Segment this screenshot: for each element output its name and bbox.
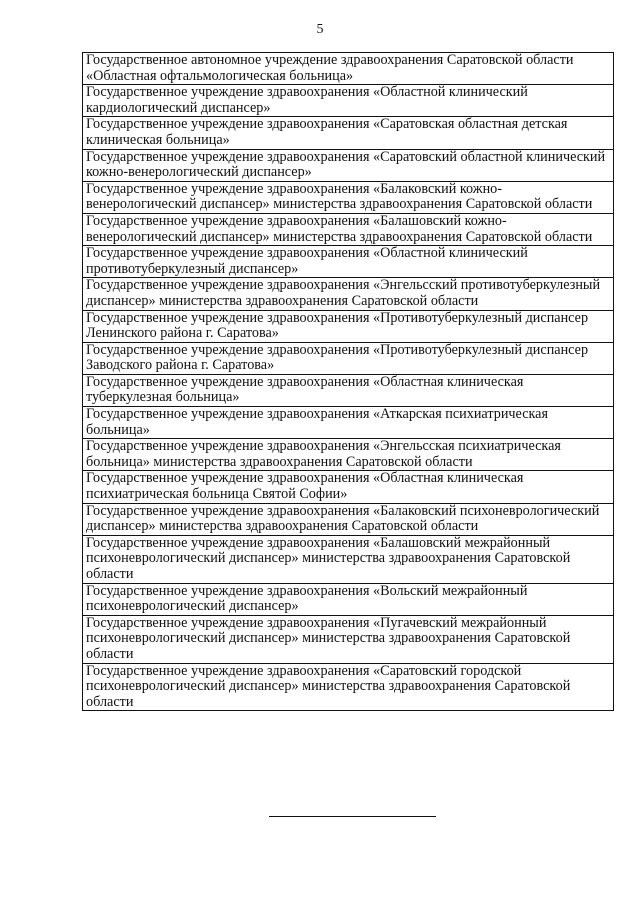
table-row [83,374,614,406]
institution-cell: Государственное учреждение здравоохранения «Областной клинический противотуберкулезный диспансер» [83,246,614,278]
table-row [83,117,614,149]
table-row [83,53,614,85]
institution-cell: Государственное учреждение здравоохранения «Противотуберкулезный диспансер Ленинского района г. Саратова» [83,310,614,342]
table-row [83,439,614,471]
table-row [83,583,614,615]
table-row [83,535,614,583]
table-row [83,310,614,342]
institution-cell: Государственное учреждение здравоохранения «Саратовский городской психоневрологический диспансер» министерства здравоохранения Саратовской области [83,663,614,711]
institution-cell: Государственное учреждение здравоохранения «Саратовский областной клинический кожно-венерологический диспансер» [83,149,614,181]
table-row [83,615,614,663]
institution-cell: Государственное учреждение здравоохранения «Областной клинический кардиологический диспансер» [83,85,614,117]
institution-cell: Государственное учреждение здравоохранения «Балаковский психоневрологический диспансер» министерства здравоохранения Саратовской области [83,503,614,535]
table-row [83,342,614,374]
institution-cell: Государственное учреждение здравоохранения «Энгельсский противотуберкулезный диспансер» министерства здравоохранения Саратовской области [83,278,614,310]
institution-cell: Государственное учреждение здравоохранения «Областная клиническая туберкулезная больница» [83,374,614,406]
institution-cell: Государственное учреждение здравоохранения «Саратовская областная детская клиническая больница» [83,117,614,149]
table-row [83,246,614,278]
table-row [83,503,614,535]
institution-cell: Государственное учреждение здравоохранения «Балашовский межрайонный психоневрологический диспансер» министерства здравоохранения Саратовской области [83,535,614,583]
institution-cell: Государственное учреждение здравоохранения «Балашовский кожно-венерологический диспансер» министерства здравоохранения Саратовской области [83,213,614,245]
closing-divider-line [269,816,436,817]
institution-cell: Государственное учреждение здравоохранения «Вольский межрайонный психоневрологический диспансер» [83,583,614,615]
institutions-table [82,52,614,711]
institution-cell: Государственное учреждение здравоохранения «Противотуберкулезный диспансер Заводского района г. Саратова» [83,342,614,374]
table-row [83,278,614,310]
table-row [83,213,614,245]
table-row [83,663,614,711]
institution-cell: Государственное учреждение здравоохранения «Пугачевский межрайонный психоневрологический диспансер» министерства здравоохранения Саратовской области [83,615,614,663]
page-number: 5 [316,22,324,37]
table-row [83,181,614,213]
institution-cell: Государственное учреждение здравоохранения «Областная клиническая психиатрическая больница Святой Софии» [83,471,614,503]
institution-cell: Государственное учреждение здравоохранения «Балаковский кожно-венерологический диспансер» министерства здравоохранения Саратовской области [83,181,614,213]
table-row [83,471,614,503]
table-row [83,85,614,117]
institution-cell: Государственное учреждение здравоохранения «Энгельсская психиатрическая больница» министерства здравоохранения Саратовской области [83,439,614,471]
table-row [83,407,614,439]
institution-cell: Государственное учреждение здравоохранения «Аткарская психиатрическая больница» [83,407,614,439]
institution-cell: Государственное автономное учреждение здравоохранения Саратовской области «Областная офтальмологическая больница» [83,53,614,85]
table-row [83,149,614,181]
